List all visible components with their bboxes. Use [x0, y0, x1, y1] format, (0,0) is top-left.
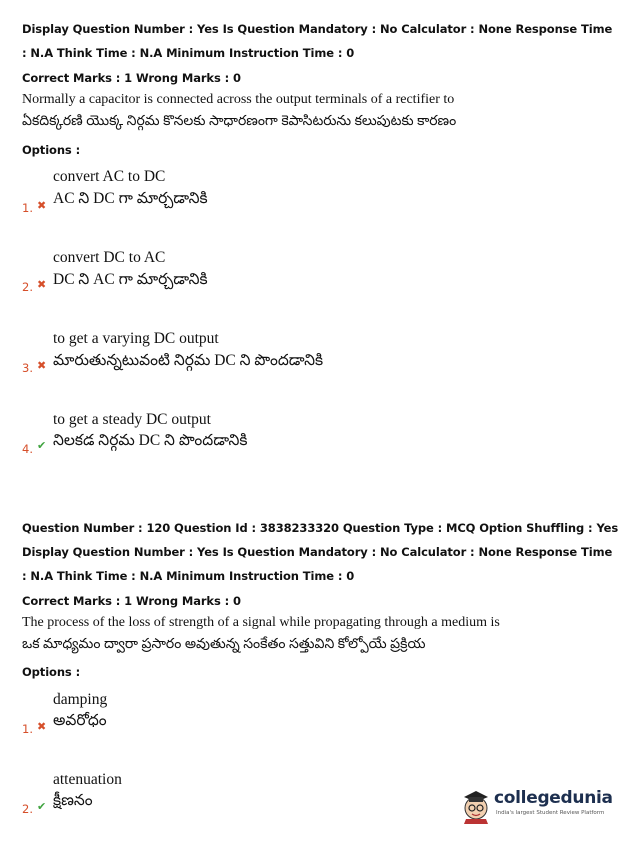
q119-question-en: Normally a capacitor is connected across the output terminals of a rectifier to: [22, 92, 455, 107]
q120-question-en: The process of the loss of strength of a signal while propagating through a medium is: [22, 615, 500, 630]
option-text-en: damping: [53, 691, 108, 708]
check-icon: ✔: [37, 800, 47, 813]
option-number: 3.: [22, 361, 33, 375]
cross-icon: ✖: [37, 359, 47, 372]
cross-icon: ✖: [37, 278, 47, 291]
logo-tagline: India's largest Student Review Platform: [496, 810, 605, 816]
option-text-en: to get a varying DC output: [53, 330, 219, 347]
collegedunia-logo[interactable]: [460, 786, 613, 826]
option-text-te: క్షీణనం: [53, 792, 93, 809]
option-text-en: convert AC to DC: [53, 168, 166, 185]
option-number: 1.: [22, 201, 33, 215]
option-text-en: convert DC to AC: [53, 249, 166, 266]
option-number: 2.: [22, 802, 33, 816]
option-text-te: DC ని AC గా మార్చడానికి: [53, 271, 208, 288]
check-icon: ✔: [37, 439, 47, 452]
cross-icon: ✖: [37, 199, 47, 212]
option-number: 2.: [22, 280, 33, 294]
option-text-te: AC ని DC గా మార్చడానికి: [53, 190, 208, 207]
q119-marks: Correct Marks : 1 Wrong Marks : 0: [22, 71, 241, 85]
q119-question-te: ఏకదిక్కరణి యొక్క నిర్గమ కొనలకు సాధారణంగా కెపాసిటరును కలుపుటకు కారణం: [22, 114, 457, 129]
option-text-te: నిలకడ నిర్గమ DC ని పొందడానికి: [53, 432, 248, 449]
logo-name: collegedunia: [494, 788, 613, 808]
mascot-icon: [460, 786, 492, 824]
option-number: 1.: [22, 722, 33, 736]
q120-options-label: Options :: [22, 665, 81, 679]
q120-marks: Correct Marks : 1 Wrong Marks : 0: [22, 594, 241, 608]
q120-meta-line2: : N.A Think Time : N.A Minimum Instruction Time : 0: [22, 569, 355, 583]
option-text-te: అవరోధం: [53, 712, 107, 729]
cross-icon: ✖: [37, 720, 47, 733]
q120-header: Question Number : 120 Question Id : 3838233320 Question Type : MCQ Option Shuffling : Yes: [22, 521, 618, 535]
option-number: 4.: [22, 442, 33, 456]
q120-question-te: ఒక మాధ్యమం ద్వారా ప్రసారం అవుతున్న సంకేతం సత్తువిని కోల్పోయే ప్రక్రియ: [22, 637, 426, 652]
q119-meta-line1: Display Question Number : Yes Is Question Mandatory : No Calculator : None Response Time: [22, 22, 613, 36]
option-text-te: మారుతున్నటువంటి నిర్గమ DC ని పొందడానికి: [53, 352, 324, 369]
q120-meta-line1: Display Question Number : Yes Is Question Mandatory : No Calculator : None Response Time: [22, 545, 613, 559]
q119-options-label: Options :: [22, 143, 81, 157]
option-text-en: to get a steady DC output: [53, 411, 211, 428]
q119-meta-line2: : N.A Think Time : N.A Minimum Instruction Time : 0: [22, 46, 355, 60]
option-text-en: attenuation: [53, 771, 122, 788]
